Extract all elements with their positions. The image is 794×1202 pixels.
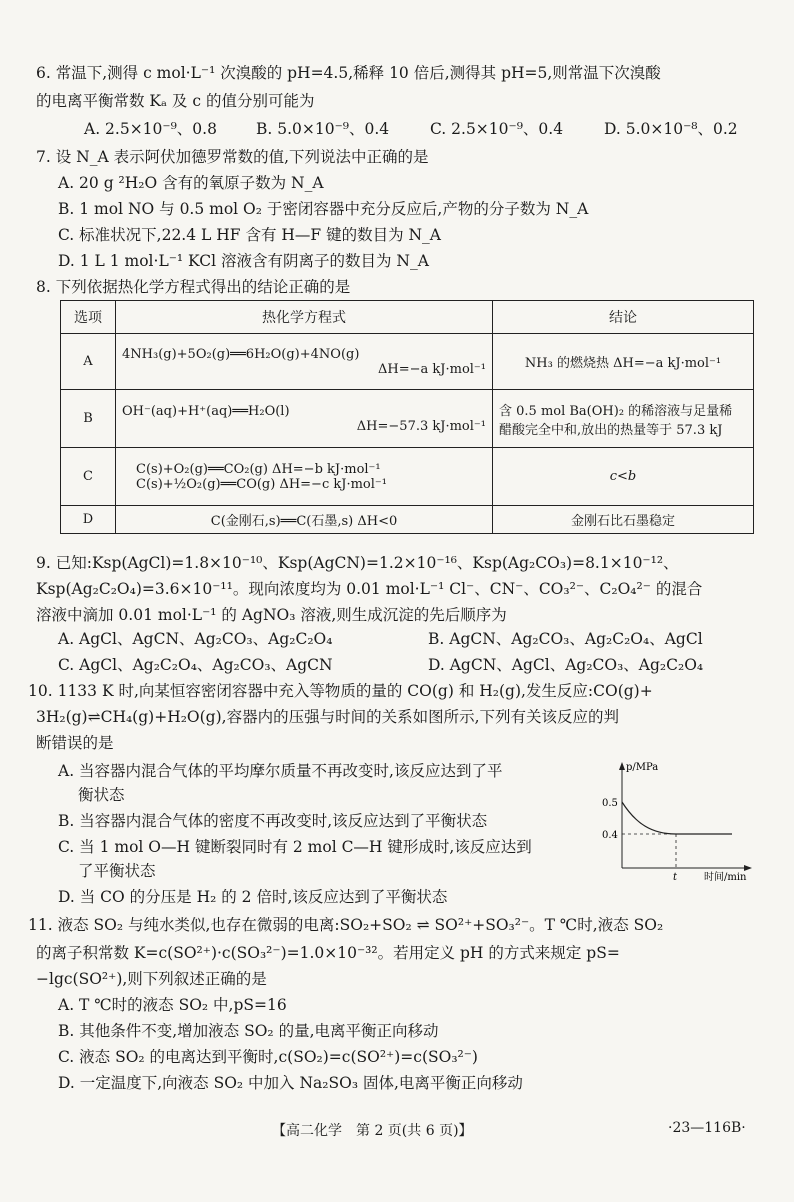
q10-stem-line1: 10. 1133 K 时,向某恒容密闭容器中充入等物质的量的 CO(g) 和 H₂(g),发生反应:CO(g)+	[28, 682, 653, 700]
x-axis-label: 时间/min	[704, 872, 747, 882]
row-b-conclusion	[493, 390, 754, 448]
row-b-concl1: 含 0.5 mol Ba(OH)₂ 的稀溶液与足量稀	[499, 403, 733, 419]
q10-stem-line3: 断错误的是	[36, 734, 114, 752]
row-c-eq1: C(s)+O₂(g)══CO₂(g) ΔH=−b kJ·mol⁻¹	[136, 461, 381, 477]
row-b-equation	[116, 390, 493, 448]
y-tick-05: 0.5	[602, 798, 618, 809]
q11-stem-line2: 的离子积常数 K=c(SO²⁺)·c(SO₃²⁻)=1.0×10⁻³²。若用定义 pH 的方式来规定 pS=	[36, 944, 620, 962]
y-axis-arrow-icon	[619, 762, 625, 770]
row-c-option: C	[61, 448, 116, 506]
q7-option-a: A. 20 g ²H₂O 含有的氧原子数为 N_A	[58, 174, 324, 192]
table-row	[61, 506, 754, 534]
q11-option-c: C. 液态 SO₂ 的电离达到平衡时,c(SO₂)=c(SO²⁺)=c(SO₃²⁻)	[58, 1048, 478, 1066]
q11-option-b: B. 其他条件不变,增加液态 SO₂ 的量,电离平衡正向移动	[58, 1022, 439, 1040]
q6-stem-line1: 6. 常温下,测得 c mol·L⁻¹ 次溴酸的 pH=4.5,稀释 10 倍后,测得其 pH=5,则常温下次溴酸	[36, 64, 661, 82]
q7-option-b: B. 1 mol NO 与 0.5 mol O₂ 于密闭容器中充分反应后,产物的分子数为 N_A	[58, 200, 589, 218]
q9-stem-line1: 9. 已知:Ksp(AgCl)=1.8×10⁻¹⁰、Ksp(AgCN)=1.2×10⁻¹⁶、Ksp(Ag₂CO₃)=8.1×10⁻¹²、	[36, 554, 679, 572]
row-a-option: A	[61, 334, 116, 390]
q8-stem: 8. 下列依据热化学方程式得出的结论正确的是	[36, 278, 351, 296]
q8-table	[60, 300, 754, 534]
q6-option-c: C. 2.5×10⁻⁹、0.4	[430, 120, 564, 138]
q7-option-d: D. 1 L 1 mol·L⁻¹ KCl 溶液含有阴离子的数目为 N_A	[58, 252, 429, 270]
table-row	[61, 390, 754, 448]
q7-stem: 7. 设 N_A 表示阿伏加德罗常数的值,下列说法中正确的是	[36, 148, 429, 166]
row-c-conclusion: c<b	[493, 448, 754, 506]
q11-option-a: A. T ℃时的液态 SO₂ 中,pS=16	[58, 996, 287, 1014]
q10-option-c-line1: C. 当 1 mol O—H 键断裂同时有 2 mol C—H 键形成时,该反应达到	[58, 838, 532, 856]
footer-code: ·23—116B·	[668, 1120, 746, 1136]
row-a-eq1: 4NH₃(g)+5O₂(g)══6H₂O(g)+4NO(g)	[122, 346, 360, 362]
q10-option-a-line2: 衡状态	[78, 786, 125, 804]
q6-option-b: B. 5.0×10⁻⁹、0.4	[256, 120, 390, 138]
header-option: 选项	[61, 301, 116, 334]
pressure-time-graph	[596, 758, 756, 882]
q11-option-d: D. 一定温度下,向液态 SO₂ 中加入 Na₂SO₃ 固体,电离平衡正向移动	[58, 1074, 523, 1092]
x-tick-t: t	[673, 872, 678, 882]
footer-page-info: 【高二化学 第 2 页(共 6 页)】	[272, 1123, 473, 1139]
q10-option-d: D. 当 CO 的分压是 H₂ 的 2 倍时,该反应达到了平衡状态	[58, 888, 448, 906]
row-a-eq2: ΔH=−a kJ·mol⁻¹	[378, 361, 486, 377]
table-header-row	[61, 301, 754, 334]
row-d-option: D	[61, 506, 116, 534]
q9-option-c: C. AgCl、Ag₂C₂O₄、Ag₂CO₃、AgCN	[58, 656, 333, 674]
row-c-equation	[116, 448, 493, 506]
q6-option-d: D. 5.0×10⁻⁸、0.2	[604, 120, 738, 138]
row-a-conclusion: NH₃ 的燃烧热 ΔH=−a kJ·mol⁻¹	[493, 334, 754, 390]
row-b-option: B	[61, 390, 116, 448]
row-b-eq2: ΔH=−57.3 kJ·mol⁻¹	[356, 418, 486, 434]
table-row	[61, 334, 754, 390]
q10-option-a-line1: A. 当容器内混合气体的平均摩尔质量不再改变时,该反应达到了平	[58, 762, 503, 780]
q11-stem-line1: 11. 液态 SO₂ 与纯水类似,也存在微弱的电离:SO₂+SO₂ ⇌ SO²⁺+SO₃²⁻。T ℃时,液态 SO₂	[28, 916, 664, 934]
q9-stem-line2: Ksp(Ag₂C₂O₄)=3.6×10⁻¹¹。现向浓度均为 0.01 mol·L⁻¹ Cl⁻、CN⁻、CO₃²⁻、C₂O₄²⁻ 的混合	[36, 580, 703, 598]
header-conclusion: 结论	[493, 301, 754, 334]
y-tick-04: 0.4	[602, 830, 618, 841]
row-a-equation	[116, 334, 493, 390]
row-d-equation: C(金刚石,s)══C(石墨,s) ΔH<0	[116, 506, 493, 534]
q11-stem-line3: −lgc(SO²⁺),则下列叙述正确的是	[36, 970, 267, 988]
table-row	[61, 448, 754, 506]
row-c-eq2: C(s)+½O₂(g)══CO(g) ΔH=−c kJ·mol⁻¹	[136, 476, 387, 492]
q9-stem-line3: 溶液中滴加 0.01 mol·L⁻¹ 的 AgNO₃ 溶液,则生成沉淀的先后顺序为	[36, 606, 507, 624]
row-b-concl2: 醋酸完全中和,放出的热量等于 57.3 kJ	[499, 422, 723, 438]
q6-stem-line2: 的电离平衡常数 Kₐ 及 c 的值分别可能为	[36, 92, 315, 110]
q9-option-b: B. AgCN、Ag₂CO₃、Ag₂C₂O₄、AgCl	[428, 630, 703, 648]
q10-stem-line2: 3H₂(g)⇌CH₄(g)+H₂O(g),容器内的压强与时间的关系如图所示,下列有关该反应的判	[36, 708, 620, 726]
q9-option-a: A. AgCl、AgCN、Ag₂CO₃、Ag₂C₂O₄	[58, 630, 333, 648]
y-axis-label: p/MPa	[626, 762, 659, 773]
q7-option-c: C. 标准状况下,22.4 L HF 含有 H—F 键的数目为 N_A	[58, 226, 442, 244]
q9-option-d: D. AgCN、AgCl、Ag₂CO₃、Ag₂C₂O₄	[428, 656, 704, 674]
q6-option-a: A. 2.5×10⁻⁹、0.8	[84, 120, 217, 138]
row-d-conclusion: 金刚石比石墨稳定	[493, 506, 754, 534]
q10-option-b: B. 当容器内混合气体的密度不再改变时,该反应达到了平衡状态	[58, 812, 488, 830]
pressure-curve	[622, 802, 676, 834]
header-equation: 热化学方程式	[116, 301, 493, 334]
q10-option-c-line2: 了平衡状态	[78, 862, 156, 880]
x-axis-arrow-icon	[744, 865, 752, 871]
row-b-eq1: OH⁻(aq)+H⁺(aq)══H₂O(l)	[122, 403, 290, 419]
